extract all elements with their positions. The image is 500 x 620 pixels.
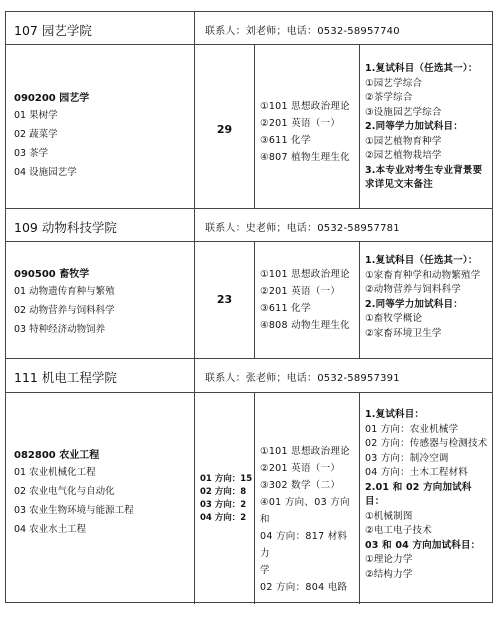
direction-item: 02 农业电气化与自动化 (14, 486, 115, 497)
exam-item: ②201 英语（一） (260, 118, 341, 129)
college-name: 107 园艺学院 (14, 23, 92, 38)
college-contact: 联系人：张老师；电话：0532-58957391 (194, 359, 492, 392)
quota-cell (194, 393, 254, 604)
exam-item: ②201 英语（一） (260, 286, 341, 297)
exam-item: 02 方向：804 电路 (260, 582, 348, 593)
direction-item: 02 蔬菜学 (14, 129, 58, 140)
quota-direction: 04 方向：2 (200, 513, 247, 523)
note-line: ②家畜环境卫生学 (365, 327, 442, 339)
note-line: ②动物营养与饲料科学 (365, 284, 462, 295)
note-line: 04 方向：土木工程材料 (365, 467, 469, 478)
exam-item: ④808 动物生理生化 (260, 320, 350, 331)
note-line: 求详见文末备注 (365, 179, 433, 190)
note-line: ①园艺学综合 (365, 77, 423, 89)
college-contact: 联系人：史老师；电话：0532-58957781 (194, 209, 492, 241)
direction-item: 03 茶学 (14, 148, 49, 159)
note-line: ②茶学综合 (365, 92, 413, 103)
quota-cell (194, 242, 254, 358)
direction-item: 04 设施园艺学 (14, 167, 77, 178)
major-code-name: 090500 畜牧学 (14, 269, 90, 280)
notes-cell (359, 45, 492, 208)
major-row (6, 242, 492, 359)
direction-item: 03 特种经济动物饲养 (14, 324, 106, 335)
exam-item: ④807 植物生理生化 (260, 152, 350, 163)
note-line: ①机械制图 (365, 510, 413, 522)
exam-item: 04 方向：817 材料力 (260, 531, 348, 559)
direction-item: 01 果树学 (14, 110, 58, 121)
note-line: 1.复试科目（任选其一）： (365, 255, 478, 266)
college-header-row (6, 12, 492, 45)
quota-value: 29 (216, 123, 233, 136)
exam-item: ③611 化学 (260, 135, 311, 146)
exam-item: ③611 化学 (260, 303, 311, 314)
note-line: 2.同等学力加试科目： (365, 298, 463, 310)
notes-cell (359, 393, 492, 604)
note-line: 3.本专业对考生专业背景要 (365, 164, 483, 176)
direction-item: 03 农业生物环境与能源工程 (14, 505, 134, 516)
quota-direction: 02 方向：8 (200, 487, 247, 497)
major-code-name: 090200 园艺学 (14, 93, 90, 104)
quota-direction: 01 方向：15 (200, 474, 253, 484)
quota-value: 23 (216, 293, 233, 306)
exam-item: ①101 思想政治理论 (260, 446, 350, 457)
exam-item: ④01 方向、03 方向和 (260, 497, 350, 525)
exam-item: ①101 思想政治理论 (260, 269, 350, 280)
exam-item: ①101 思想政治理论 (260, 101, 350, 112)
note-line: 1.复试科目： (365, 409, 425, 420)
note-line: ①畜牧学概论 (365, 313, 423, 324)
exam-cell (254, 242, 359, 358)
note-line: ①家畜育种学和动物繁殖学 (365, 269, 481, 281)
major-code-name: 082800 农业工程 (14, 450, 100, 461)
college-contact: 联系人：刘老师；电话：0532-58957740 (194, 12, 492, 44)
exam-cell (254, 45, 359, 208)
note-line: 01 方向：农业机械学 (365, 423, 459, 435)
quota-cell (194, 45, 254, 208)
note-line: 03 和 04 方向加试科目： (365, 539, 481, 551)
note-line: ①理论力学 (365, 554, 413, 565)
note-line: ③设施园艺学综合 (365, 106, 442, 118)
major-row (6, 45, 492, 209)
note-line: ②园艺植物栽培学 (365, 150, 442, 161)
major-cell (6, 45, 194, 208)
exam-item: ②201 英语（一） (260, 463, 341, 474)
direction-item: 02 动物营养与饲料科学 (14, 305, 115, 316)
note-line: ②电工电子技术 (365, 525, 432, 536)
college-header-row (6, 209, 492, 242)
note-line: 02 方向：传感器与检测技术 (365, 438, 488, 449)
admission-table (5, 11, 493, 603)
exam-item: 学 (260, 565, 270, 576)
note-line: ①园艺植物育种学 (365, 135, 442, 147)
direction-item: 01 农业机械化工程 (14, 467, 96, 478)
note-line: 2.01 和 02 方向加试科目： (365, 481, 472, 507)
major-cell (6, 242, 194, 358)
note-line: 03 方向：制冷空调 (365, 452, 449, 464)
college-name: 109 动物科技学院 (14, 220, 117, 235)
college-name: 111 机电工程学院 (14, 370, 117, 385)
note-line: 1.复试科目（任选其一）： (365, 63, 478, 74)
notes-cell (359, 242, 492, 358)
note-line: ②结构力学 (365, 568, 413, 580)
exam-item: ③302 数学（二） (260, 480, 341, 491)
major-row (6, 393, 492, 604)
major-cell (6, 393, 194, 604)
exam-cell (254, 393, 359, 604)
note-line: 2.同等学力加试科目： (365, 121, 463, 132)
direction-item: 01 动物遗传育种与繁殖 (14, 286, 115, 297)
direction-item: 04 农业水土工程 (14, 524, 87, 535)
college-header-row (6, 359, 492, 393)
quota-direction: 03 方向：2 (200, 500, 247, 510)
